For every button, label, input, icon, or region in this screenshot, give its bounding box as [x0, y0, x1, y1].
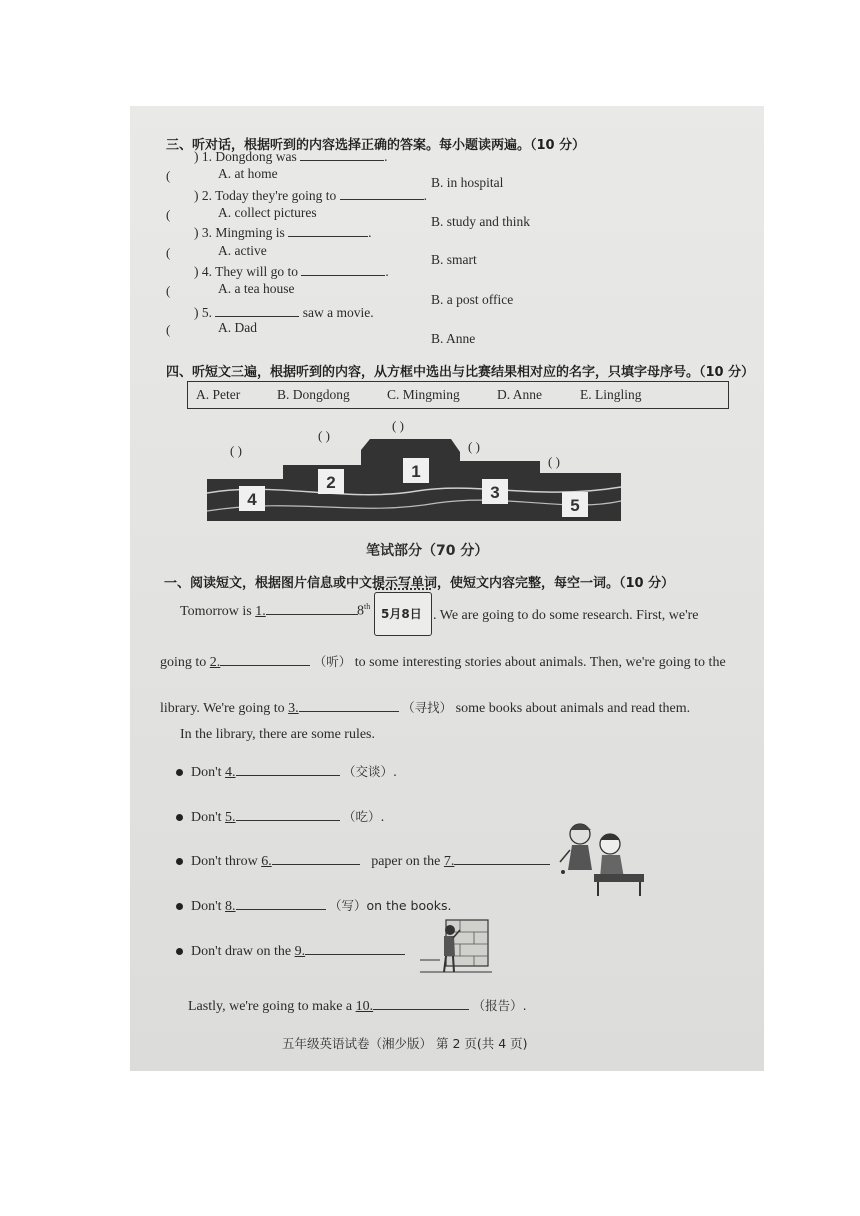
podium-answer-4[interactable]: ( ): [230, 443, 242, 458]
option-a-3: A. active: [218, 243, 267, 258]
blank-8[interactable]: [236, 897, 326, 910]
passage-line-4: In the library, there are some rules.: [180, 727, 376, 742]
name-option-d: D. Anne: [497, 387, 542, 402]
podium-number-3: 3: [490, 483, 500, 502]
blank-4[interactable]: [236, 763, 340, 776]
option-b-2: B. study and think: [431, 214, 531, 229]
question-3: ) 3. Mingming is .: [194, 225, 372, 240]
blank-2-number: 2.: [209, 655, 221, 670]
option-b-3: B. smart: [431, 252, 477, 267]
answer-blank[interactable]: [340, 187, 424, 200]
passage-line-2: going to 2. （听） to some interesting stories about animals. Then, we're going to the: [160, 654, 726, 670]
written-section1-header: 一、阅读短文，根据图片信息或中文提示写单词，使短文内容完整，每空一词。（10 分）: [164, 576, 675, 591]
bullet-icon: [176, 858, 183, 865]
section4-header: 四、听短文三遍，根据听到的内容，从方框中选出与比赛结果相对应的名字，只填字母序号。（10 分）: [166, 365, 755, 380]
answer-blank[interactable]: [300, 148, 384, 161]
name-option-e: E. Lingling: [580, 387, 642, 402]
page-footer: 五年级英语试卷（湘少版） 第 2 页(共 4 页): [282, 1036, 528, 1051]
calendar-icon: 5月8日: [374, 592, 432, 636]
passage-line-3: library. We're going to 3. （寻找） some books about animals and read them.: [160, 700, 691, 716]
children-throwing-paper-image: [558, 818, 650, 898]
blank-2[interactable]: [220, 653, 310, 666]
blank-9[interactable]: [305, 942, 405, 955]
podium-number-2: 2: [326, 473, 336, 492]
answer-paren-4[interactable]: (: [166, 283, 171, 298]
answer-blank[interactable]: [288, 224, 368, 237]
option-a-1: A. at home: [218, 166, 278, 181]
bullet-icon: [176, 814, 183, 821]
hint-2: （听）: [313, 654, 352, 669]
exam-page: [130, 106, 764, 1071]
hint-3: （寻找）: [402, 700, 453, 715]
passage-last-line: Lastly, we're going to make a 10. （报告）.: [188, 998, 527, 1014]
question-1: ) 1. Dongdong was .: [194, 149, 388, 164]
rule-4: Don't 8. （写）on the books.: [176, 896, 452, 915]
podium-number-4: 4: [247, 490, 257, 509]
passage-line-1b: . We are going to do some research. First, we're: [433, 608, 699, 623]
podium-answer-3[interactable]: ( ): [468, 439, 480, 454]
rule-1: Don't 4. （交谈）.: [176, 762, 397, 781]
answer-paren-5[interactable]: (: [166, 322, 171, 337]
section3-header: 三、听对话，根据听到的内容选择正确的答案。每小题读两遍。（10 分）: [166, 138, 586, 153]
passage-line-1a: Tomorrow is 1.: [180, 602, 358, 620]
rule-3: Don't throw 6. paper on the 7.: [176, 852, 550, 870]
hint-10: （报告）.: [472, 998, 527, 1013]
name-options-box: [187, 381, 729, 409]
hint-5: （吃）.: [343, 809, 385, 824]
blank-10[interactable]: [373, 997, 469, 1010]
date-day: 8th: [357, 602, 371, 619]
podium-image: [207, 431, 623, 521]
option-a-2: A. collect pictures: [218, 205, 317, 220]
blank-6[interactable]: [272, 852, 360, 865]
podium-number-5: 5: [570, 496, 580, 515]
podium-answer-1[interactable]: ( ): [392, 418, 404, 433]
bullet-icon: [176, 903, 183, 910]
answer-paren-2[interactable]: (: [166, 207, 171, 222]
option-b-5: B. Anne: [431, 331, 476, 346]
question-4: ) 4. They will go to .: [194, 264, 389, 279]
podium-answer-5[interactable]: ( ): [548, 454, 560, 469]
blank-3[interactable]: [299, 699, 399, 712]
blank-5[interactable]: [236, 808, 340, 821]
name-option-c: C. Mingming: [387, 387, 460, 402]
question-2: ) 2. Today they're going to .: [194, 188, 427, 203]
option-a-5: A. Dad: [218, 320, 257, 335]
blank-1-number: 1.: [255, 604, 266, 619]
name-option-a: A. Peter: [196, 387, 241, 402]
blank-1[interactable]: [266, 602, 358, 615]
bullet-icon: [176, 769, 183, 776]
question-5: ) 5. saw a movie.: [194, 305, 374, 320]
name-option-b: B. Dongdong: [277, 387, 350, 402]
written-part-title: 笔试部分（70 分）: [366, 543, 489, 559]
blank-7[interactable]: [454, 852, 550, 865]
rule-5: Don't draw on the 9.: [176, 942, 405, 960]
hint-4: （交谈）.: [343, 764, 398, 779]
boy-drawing-on-wall-image: [420, 918, 492, 978]
answer-blank[interactable]: [215, 304, 299, 317]
podium-number-1: 1: [411, 462, 421, 481]
rule-2: Don't 5. （吃）.: [176, 807, 385, 826]
podium-answer-2[interactable]: ( ): [318, 428, 330, 443]
option-a-4: A. a tea house: [218, 281, 295, 296]
bullet-icon: [176, 948, 183, 955]
answer-paren-1[interactable]: (: [166, 168, 171, 183]
answer-blank[interactable]: [301, 263, 385, 276]
hint-8: （写）on the books.: [329, 898, 452, 913]
option-b-4: B. a post office: [431, 292, 514, 307]
answer-paren-3[interactable]: (: [166, 245, 171, 260]
option-b-1: B. in hospital: [431, 175, 504, 190]
blank-3-number: 3.: [288, 701, 299, 716]
